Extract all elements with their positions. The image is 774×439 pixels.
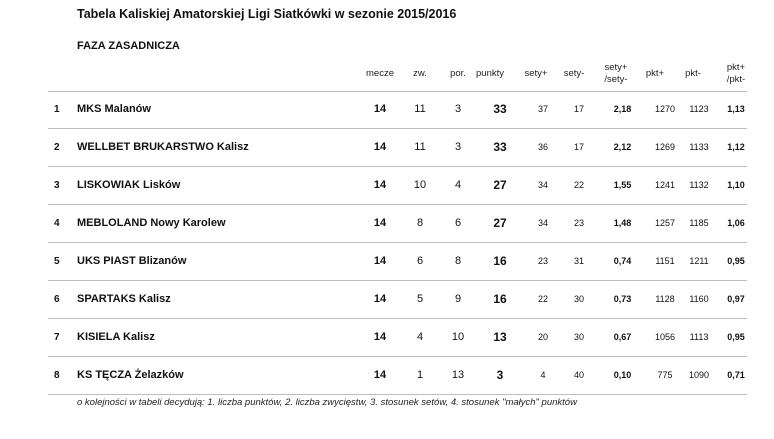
sets-ratio: 1,55 bbox=[613, 180, 632, 190]
sets-ratio: 0,10 bbox=[613, 370, 632, 380]
header-sety-ratio bbox=[596, 62, 636, 86]
table-row bbox=[48, 167, 747, 204]
points: 3 bbox=[496, 368, 504, 382]
team-name: UKS PIAST Blizanów bbox=[77, 255, 187, 267]
table-title: Tabela Kaliskiej Amatorskiej Ligi Siatkówki w sezonie 2015/2016 bbox=[77, 7, 457, 21]
team-name: LISKOWIAK Lisków bbox=[77, 179, 181, 191]
rank: 4 bbox=[54, 218, 60, 229]
matches: 14 bbox=[373, 179, 387, 191]
losses: 3 bbox=[454, 141, 462, 153]
matches: 14 bbox=[373, 217, 387, 229]
sets-ratio: 0,73 bbox=[613, 294, 632, 304]
sets-lost: 22 bbox=[573, 180, 584, 190]
matches: 14 bbox=[373, 293, 387, 305]
header-sety-minus: sety- bbox=[563, 68, 585, 79]
points-ratio: 0,97 bbox=[727, 294, 745, 304]
sets-ratio: 0,67 bbox=[613, 332, 632, 342]
points-ratio: 1,12 bbox=[727, 142, 745, 152]
team-name: SPARTAKS Kalisz bbox=[77, 293, 171, 305]
losses: 3 bbox=[454, 103, 462, 115]
sets-won: 20 bbox=[537, 332, 548, 342]
sets-lost: 40 bbox=[573, 370, 584, 380]
wins: 4 bbox=[416, 331, 424, 343]
header-sety-ratio-bottom: /sety- bbox=[604, 74, 628, 85]
table-row bbox=[48, 91, 747, 128]
header-zw: zw. bbox=[413, 68, 427, 79]
points-scored: 1269 bbox=[654, 142, 676, 152]
header-mecze: mecze bbox=[366, 68, 394, 79]
points-scored: 775 bbox=[657, 370, 673, 380]
points-ratio: 0,71 bbox=[727, 370, 745, 380]
points-scored: 1257 bbox=[654, 218, 676, 228]
sets-lost: 30 bbox=[573, 332, 584, 342]
header-pkt-ratio-bottom: /pkt- bbox=[726, 74, 746, 85]
losses: 9 bbox=[454, 293, 462, 305]
wins: 11 bbox=[414, 103, 426, 115]
sets-won: 34 bbox=[537, 180, 548, 190]
sets-ratio: 2,12 bbox=[613, 142, 632, 152]
points-ratio: 1,13 bbox=[727, 104, 745, 114]
sets-ratio: 0,74 bbox=[613, 256, 632, 266]
header-pkt-ratio bbox=[718, 62, 754, 86]
sets-won: 37 bbox=[537, 104, 548, 114]
matches: 14 bbox=[373, 331, 387, 343]
sets-ratio: 1,48 bbox=[613, 218, 632, 228]
points-conceded: 1160 bbox=[689, 294, 709, 304]
sets-lost: 17 bbox=[573, 142, 584, 152]
header-sety-plus: sety+ bbox=[524, 68, 548, 79]
header-punkty: punkty bbox=[476, 68, 504, 79]
losses: 10 bbox=[451, 331, 465, 343]
sets-ratio: 2,18 bbox=[613, 104, 632, 114]
points-ratio: 0,95 bbox=[727, 332, 745, 342]
header-por: por. bbox=[450, 68, 466, 79]
points-conceded: 1113 bbox=[689, 332, 709, 342]
points: 16 bbox=[493, 254, 507, 268]
points: 16 bbox=[493, 292, 507, 306]
matches: 14 bbox=[373, 255, 387, 267]
losses: 4 bbox=[454, 179, 462, 191]
header-pkt-ratio-top: pkt+ bbox=[726, 62, 746, 73]
sets-lost: 17 bbox=[573, 104, 584, 114]
points-conceded: 1133 bbox=[689, 142, 709, 152]
points-conceded: 1211 bbox=[689, 256, 709, 266]
sets-won: 4 bbox=[540, 370, 546, 380]
points: 27 bbox=[493, 178, 507, 192]
wins: 10 bbox=[413, 179, 427, 191]
losses: 13 bbox=[451, 369, 465, 381]
points: 27 bbox=[493, 216, 507, 230]
rank: 1 bbox=[54, 104, 60, 115]
sets-won: 23 bbox=[537, 256, 548, 266]
points-conceded: 1132 bbox=[689, 180, 709, 190]
points-scored: 1056 bbox=[654, 332, 676, 342]
rank: 3 bbox=[54, 180, 60, 191]
header-pkt-plus: pkt+ bbox=[645, 68, 665, 79]
wins: 1 bbox=[416, 369, 424, 381]
wins: 8 bbox=[416, 217, 424, 229]
points-scored: 1128 bbox=[655, 294, 675, 304]
phase-title: FAZA ZASADNICZA bbox=[77, 40, 180, 52]
team-name: WELLBET BRUKARSTWO Kalisz bbox=[77, 141, 249, 153]
matches: 14 bbox=[373, 369, 387, 381]
team-name: MEBLOLAND Nowy Karolew bbox=[77, 217, 226, 229]
team-name: MKS Malanów bbox=[77, 103, 151, 115]
sets-won: 34 bbox=[537, 218, 548, 228]
sets-won: 36 bbox=[537, 142, 548, 152]
table-row bbox=[48, 357, 747, 394]
sets-lost: 23 bbox=[573, 218, 584, 228]
losses: 6 bbox=[454, 217, 462, 229]
table-row bbox=[48, 129, 747, 166]
rank: 5 bbox=[54, 256, 60, 267]
grid-line bbox=[48, 394, 747, 395]
points-scored: 1241 bbox=[654, 180, 676, 190]
matches: 14 bbox=[373, 103, 387, 115]
matches: 14 bbox=[373, 141, 387, 153]
points-conceded: 1090 bbox=[688, 370, 710, 380]
losses: 8 bbox=[454, 255, 462, 267]
points-ratio: 0,95 bbox=[727, 256, 745, 266]
sets-won: 22 bbox=[537, 294, 548, 304]
header-sety-ratio-top: sety+ bbox=[604, 62, 628, 73]
wins: 6 bbox=[416, 255, 424, 267]
wins: 5 bbox=[416, 293, 424, 305]
sets-lost: 31 bbox=[573, 256, 584, 266]
points-scored: 1270 bbox=[654, 104, 676, 114]
rank: 6 bbox=[54, 294, 60, 305]
table-row bbox=[48, 243, 747, 280]
sets-lost: 30 bbox=[573, 294, 584, 304]
rank: 8 bbox=[54, 370, 60, 381]
header-pkt-minus: pkt- bbox=[685, 68, 701, 79]
table-row bbox=[48, 319, 747, 356]
points-conceded: 1185 bbox=[689, 218, 709, 228]
team-name: KS TĘCZA Żelazków bbox=[77, 369, 184, 381]
wins: 11 bbox=[414, 141, 426, 153]
points-conceded: 1123 bbox=[689, 104, 709, 114]
points: 33 bbox=[493, 140, 507, 154]
table-row bbox=[48, 281, 747, 318]
rank: 2 bbox=[54, 142, 60, 153]
points-scored: 1151 bbox=[655, 256, 675, 266]
rank: 7 bbox=[54, 332, 60, 343]
points: 13 bbox=[493, 330, 507, 344]
tiebreak-footnote: o kolejności w tabeli decydują: 1. liczba punktów, 2. liczba zwycięstw, 3. stosunek setów, 4. stosunek "małych" punktów bbox=[77, 397, 577, 408]
points-ratio: 1,10 bbox=[727, 180, 745, 190]
points: 33 bbox=[493, 102, 507, 116]
team-name: KISIELA Kalisz bbox=[77, 331, 155, 343]
table-row bbox=[48, 205, 747, 242]
points-ratio: 1,06 bbox=[727, 218, 745, 228]
